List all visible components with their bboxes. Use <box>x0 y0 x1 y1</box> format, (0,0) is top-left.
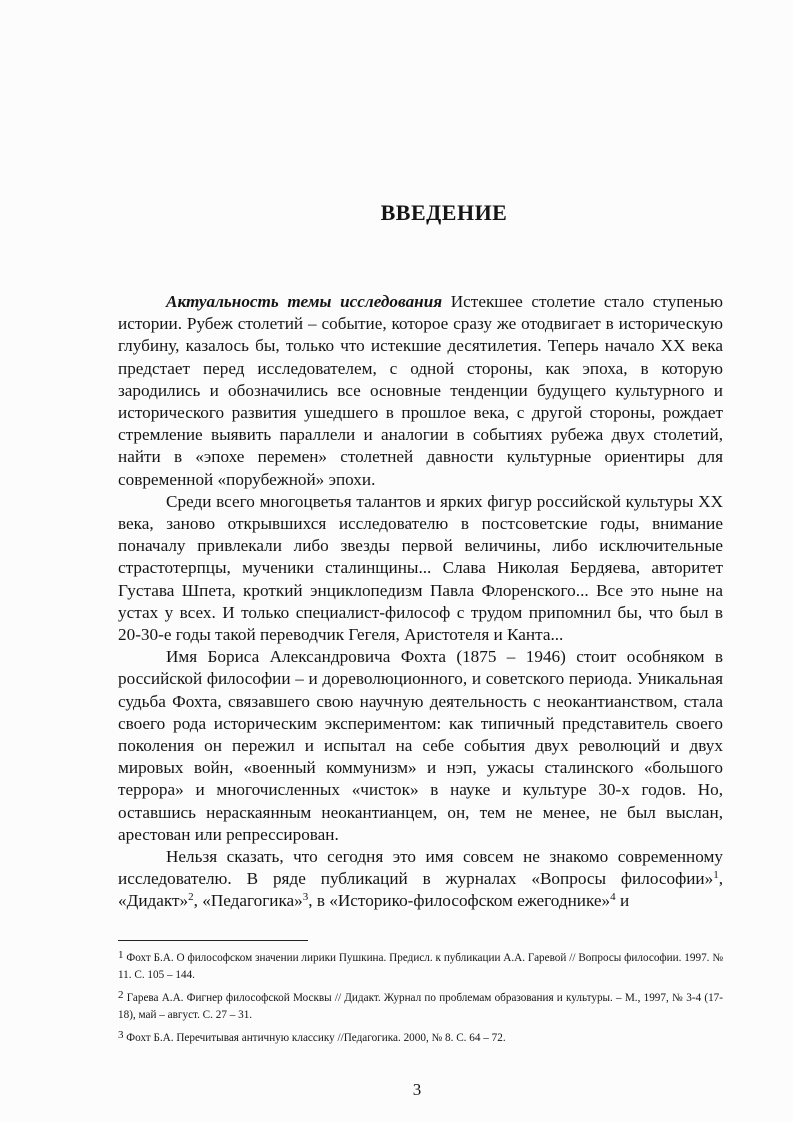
paragraph-text: Истекшее столетие стало ступенью истории. Рубеж столетий – событие, которое сразу же отодвигает в историческую глубину, казалось бы, только что истекшие десятилетия. Теперь начало ХХ века предстает перед исследователем, с одной стороны, как эпоха, в которую зародились и обозначились все основные тенденции будущего культурного и исторического развития ушедшего в прошлое века, с другой стороны, рождает стремление выявить параллели и аналогии в событиях рубежа двух столетий, найти в «эпохе перемен» столетней давности культурные ориентиры для современной «порубежной» эпохи. <box>118 292 723 489</box>
paragraph-text: , «Дидакт» <box>118 869 723 911</box>
footnote-text: Гарева А.А. Фигнер философской Москвы // Дидакт. Журнал по проблемам образования и культуры. – М., 1997, № 3-4 (17-18), май – август. С. 27 – 31. <box>118 992 723 1021</box>
paragraph-1 <box>118 291 723 491</box>
footnote-divider <box>118 940 308 941</box>
paragraph-4 <box>118 846 723 913</box>
footnote-ref-2[interactable]: 2 <box>188 891 194 904</box>
footnote-ref-4[interactable]: 4 <box>610 891 616 904</box>
footnote-ref-3[interactable]: 3 <box>302 891 309 904</box>
paragraph-text: и <box>615 891 630 911</box>
footnote-number: 2 <box>118 989 124 1001</box>
footnote-2 <box>118 990 723 1024</box>
footnotes <box>118 950 723 1053</box>
main-text <box>118 291 723 913</box>
paragraph-text: Нельзя сказать, что сегодня это имя совсем не знакомо современному исследователю. В ряде публикаций в журналах «Вопросы философии» <box>118 847 723 889</box>
footnote-text: Фохт Б.А. Перечитывая античную классику //Педагогика. 2000, № 8. С. 64 – 72. <box>123 1032 506 1044</box>
page-number: 3 <box>412 1080 422 1099</box>
paragraph-2: Среди всего многоцветья талантов и ярких фигур российской культуры ХХ века, заново открывшихся исследователю в постсоветские годы, внимание поначалу привлекали либо звезды первой величины, либо исключительные страстотерпцы, мученики сталинщины... Слава Николая Бердяева, авторитет Густава Шпета, кроткий энциклопедизм Павла Флоренского... Все это ныне на устах у всех. И только специалист-философ с трудом припомнил бы, что был в 20-30-е годы такой переводчик Гегеля, Аристотеля и Канта... <box>118 491 723 645</box>
page-title: ВВЕДЕНИЕ <box>380 200 508 225</box>
footnote-number: 1 <box>118 949 124 961</box>
paragraph-text: , в «Историко-философском ежегоднике» <box>308 891 611 911</box>
footnote-text: Фохт Б.А. О философском значении лирики Пушкина. Предисл. к публикации А.А. Гаревой // Вопросы философии. 1997. № 11. С. 105 – 144. <box>118 952 723 981</box>
footnote-1 <box>118 950 723 984</box>
footnote-number: 3 <box>118 1029 124 1041</box>
paragraph-3: Имя Бориса Александровича Фохта (1875 – 1946) стоит особняком в российской философии – и дореволюционного, и советского периода. Уникальная судьба Фохта, связавшего свою научную деятельность с неокантианством, стала своего рода историческим экспериментом: как типичный представитель своего поколения он пережил и испытал на себе события двух революций и двух мировых войн, «военный коммунизм» и нэп, ужасы сталинского «большого террора» и многочисленных «чисток» в науке и культуре 30-х годов. Но, оставшись нераскаянным неокантианцем, он, тем не менее, не был выслан, арестован или репрессирован. <box>118 647 723 844</box>
paragraph-text: , «Педагогика» <box>193 891 303 911</box>
footnote-ref-1[interactable]: 1 <box>713 869 719 882</box>
footnote-3 <box>118 1030 723 1047</box>
paragraph-lead: Актуальность темы исследования <box>166 292 443 311</box>
